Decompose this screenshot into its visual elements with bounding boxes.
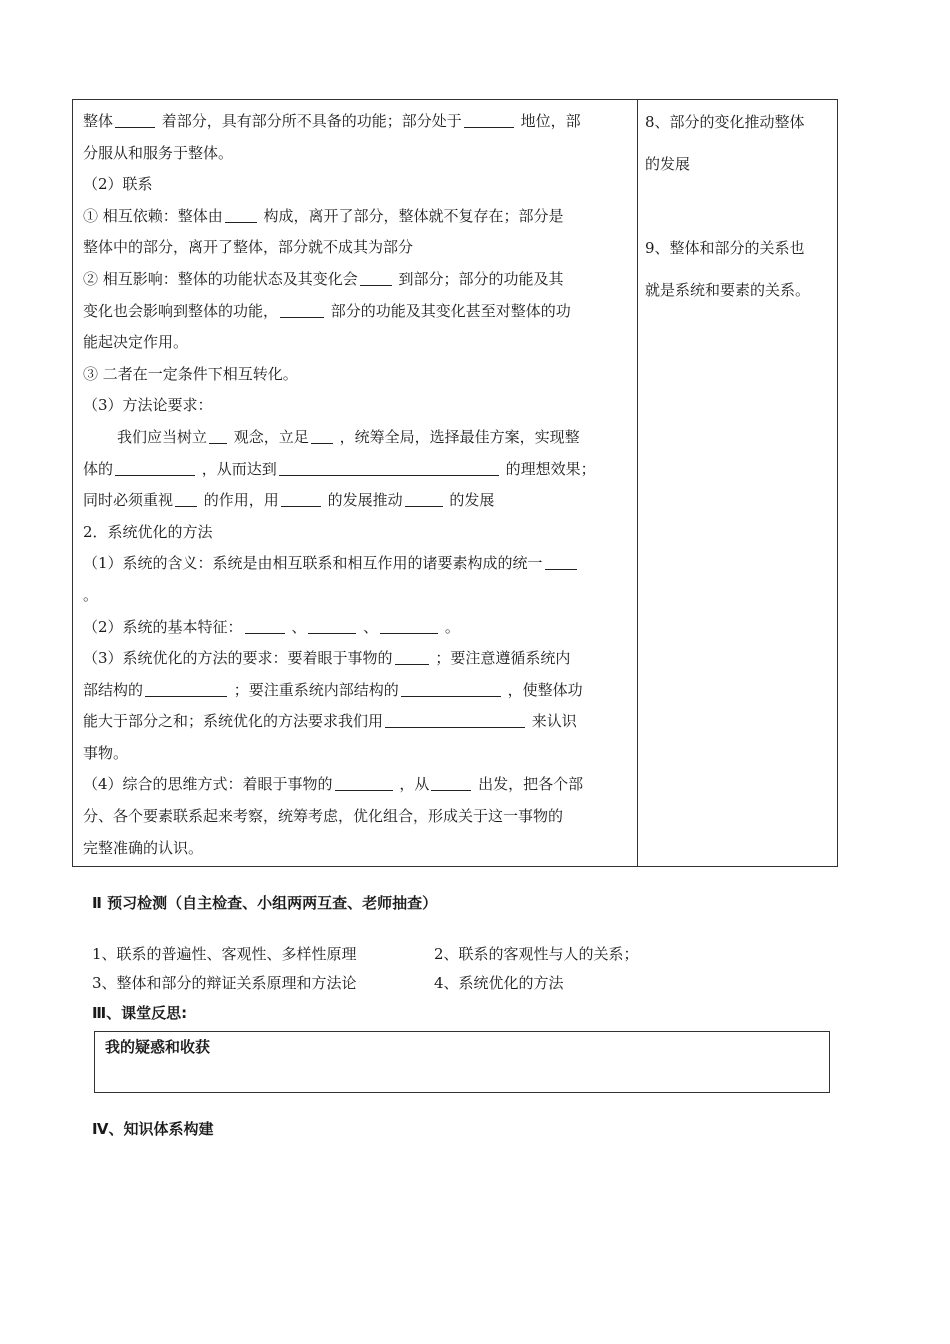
content-table — [72, 99, 838, 867]
text-run: 的理想效果； — [500, 459, 596, 478]
text-run: 能大于部分之和；系统优化的方法要求我们用 — [83, 712, 384, 731]
side-note-line: 8、部分的变化推动整体 — [645, 113, 805, 131]
main-text-line — [83, 296, 627, 328]
text-run: （3）方法论要求： — [83, 396, 213, 415]
text-run: 我们应当树立 — [117, 427, 208, 446]
text-run: ，从而达到 — [197, 459, 277, 478]
main-text-line — [83, 769, 627, 801]
text-run: （2）系统的基本特征： — [83, 617, 243, 636]
text-run: 、 — [286, 617, 307, 636]
text-run: 整体 — [83, 112, 114, 130]
fill-in-blank[interactable] — [431, 775, 471, 791]
main-column — [83, 106, 627, 864]
main-text-line — [83, 548, 627, 580]
fill-in-blank[interactable] — [115, 112, 155, 128]
fill-in-blank[interactable] — [280, 302, 324, 318]
main-text-line — [83, 580, 627, 612]
check-item-4: 4、系统优化的方法 — [434, 974, 564, 992]
fill-in-blank[interactable] — [395, 649, 429, 665]
side-notes-column — [645, 101, 831, 311]
main-text-line — [83, 359, 627, 391]
text-run: 。 — [83, 585, 99, 604]
check-item-3: 3、整体和部分的辩证关系原理和方法论 — [92, 974, 357, 992]
check-item-2: 2、联系的客观性与人的关系； — [434, 945, 639, 963]
main-text-line — [83, 264, 627, 296]
text-run: 分、各个要素联系起来考察，统筹考虑，优化组合，形成关于这一事物的 — [83, 807, 564, 826]
main-text-line — [83, 517, 627, 549]
side-note-line: 9、整体和部分的关系也 — [645, 239, 805, 257]
main-text-line — [83, 801, 627, 833]
text-run: （3）系统优化的方法的要求：要着眼于事物的 — [83, 649, 393, 668]
text-run: ；要注意遵循系统内 — [430, 649, 571, 668]
fill-in-blank[interactable] — [245, 618, 285, 634]
text-run: 体的 — [83, 459, 114, 478]
fill-in-blank[interactable] — [545, 554, 577, 570]
text-run: 出发，把各个部 — [473, 775, 584, 794]
main-text-line — [83, 169, 627, 201]
text-run: 、 — [358, 617, 379, 636]
text-run: 分服从和服务于整体。 — [83, 143, 234, 162]
text-run: 观念，立足 — [229, 427, 309, 446]
text-run: 部结构的 — [83, 680, 144, 699]
text-run: ；要注重系统内部结构的 — [229, 680, 399, 699]
text-run: 整体中的部分，离开了整体，部分就不成其为部分 — [83, 238, 414, 257]
fill-in-blank[interactable] — [311, 428, 333, 444]
check-item-1: 1、联系的普遍性、客观性、多样性原理 — [92, 945, 357, 963]
fill-in-blank[interactable] — [385, 712, 525, 728]
text-run: （1）系统的含义：系统是由相互联系和相互作用的诸要素构成的统一 — [83, 554, 543, 573]
fill-in-blank[interactable] — [175, 491, 197, 507]
text-run: ③ 二者在一定条件下相互转化。 — [83, 364, 298, 383]
main-text-line — [83, 106, 627, 138]
fill-in-blank[interactable] — [279, 460, 499, 476]
fill-in-blank[interactable] — [401, 681, 501, 697]
main-text-line — [83, 643, 627, 675]
text-run: 的发展推动 — [322, 491, 403, 510]
fill-in-blank[interactable] — [308, 618, 356, 634]
main-text-line — [83, 454, 627, 486]
fill-in-blank[interactable] — [335, 775, 393, 791]
text-run: ，使整体功 — [502, 680, 583, 699]
main-text-line — [83, 738, 627, 770]
main-text-line — [83, 422, 627, 454]
fill-in-blank[interactable] — [380, 618, 438, 634]
fill-in-blank[interactable] — [405, 491, 443, 507]
main-text-line — [83, 390, 627, 422]
main-text-line — [83, 833, 627, 865]
section-ii-heading: Ⅱ 预习检测（自主检查、小组两两互查、老师抽查） — [92, 894, 438, 912]
text-run: 完整准确的认识。 — [83, 838, 204, 857]
fill-in-blank[interactable] — [115, 460, 195, 476]
text-run: 事物。 — [83, 743, 129, 762]
text-run: ① 相互依赖：整体由 — [83, 206, 223, 225]
reflection-box-title: 我的疑惑和收获 — [105, 1038, 211, 1056]
column-divider — [637, 100, 638, 866]
fill-in-blank[interactable] — [209, 428, 227, 444]
text-run: 能起决定作用。 — [83, 333, 189, 352]
main-text-line — [83, 232, 627, 264]
fill-in-blank[interactable] — [281, 491, 321, 507]
text-run: （2）联系 — [83, 175, 153, 194]
text-run: 的作用，用 — [199, 491, 279, 510]
text-run: 地位，部 — [515, 112, 581, 130]
text-run: 同时必须重视 — [83, 491, 174, 510]
main-text-line — [83, 138, 627, 170]
main-text-line — [83, 612, 627, 644]
text-run: 部分的功能及其变化甚至对整体的功 — [326, 301, 571, 320]
text-run: ，从 — [394, 775, 430, 794]
text-run: 来认识 — [527, 712, 577, 731]
side-note-line: 就是系统和要素的关系。 — [645, 281, 811, 299]
text-run: 。 — [440, 617, 460, 636]
fill-in-blank[interactable] — [464, 112, 514, 128]
fill-in-blank[interactable] — [145, 681, 227, 697]
main-text-line — [83, 201, 627, 233]
fill-in-blank[interactable] — [225, 207, 257, 223]
text-run: （4）综合的思维方式：着眼于事物的 — [83, 775, 333, 794]
main-text-line — [83, 706, 627, 738]
section-iii-heading: Ⅲ、课堂反思: — [92, 1004, 188, 1022]
text-run: 构成，离开了部分，整体就不复存在；部分是 — [258, 206, 564, 225]
text-run: 2．系统优化的方法 — [83, 522, 213, 541]
main-text-line — [83, 675, 627, 707]
text-run: 到部分；部分的功能及其 — [393, 269, 564, 288]
side-note-line — [645, 185, 831, 227]
fill-in-blank[interactable] — [360, 270, 392, 286]
reflection-box[interactable] — [94, 1031, 830, 1093]
text-run: ，统筹全局，选择最佳方案，实现整 — [334, 427, 580, 446]
text-run: 变化也会影响到整体的功能， — [83, 301, 279, 320]
text-run: ② 相互影响：整体的功能状态及其变化会 — [83, 269, 358, 288]
main-text-line — [83, 485, 627, 517]
text-run: 的发展 — [444, 491, 495, 510]
section-iv-heading: Ⅳ、知识体系构建 — [92, 1120, 214, 1138]
main-text-line — [83, 327, 627, 359]
text-run: 着部分，具有部分所不具备的功能；部分处于 — [157, 112, 462, 130]
side-note-line: 的发展 — [645, 155, 691, 173]
